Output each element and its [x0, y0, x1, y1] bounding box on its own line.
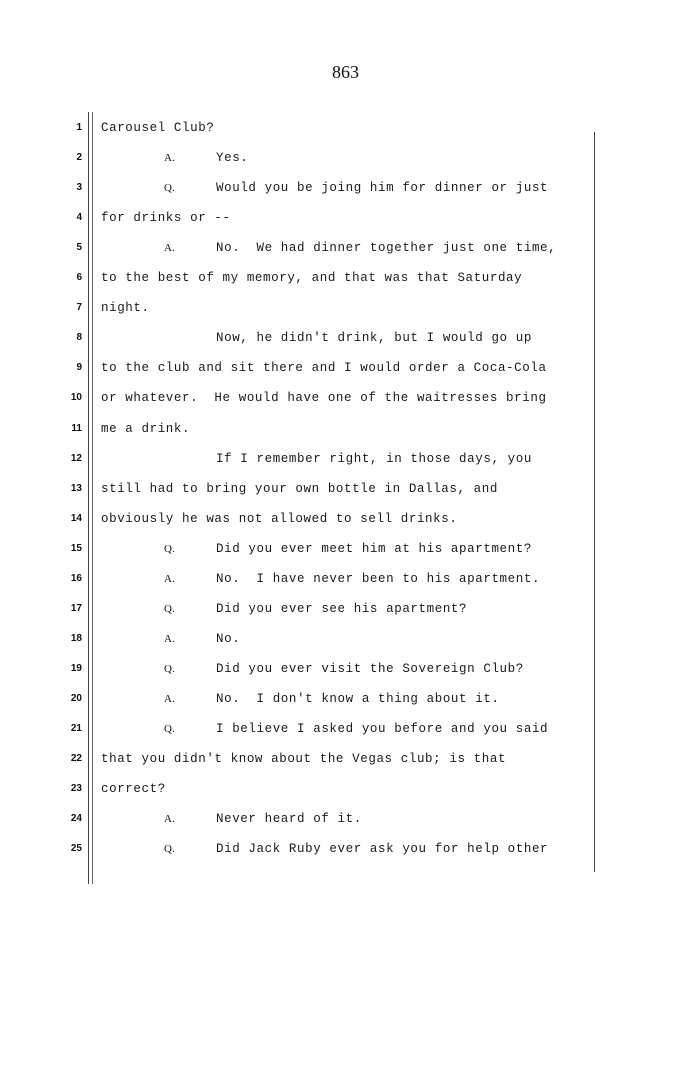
line-text: Did you ever see his apartment?: [216, 601, 468, 616]
line-text: No. I don't know a thing about it.: [216, 691, 500, 706]
speaker-label: A.: [164, 632, 175, 645]
line-number: 8: [76, 332, 82, 344]
transcript-line: [0, 298, 691, 318]
line-text: correct?: [101, 782, 166, 797]
line-number: 4: [76, 212, 82, 224]
line-number: 10: [70, 392, 82, 404]
transcript-line: [0, 118, 691, 138]
transcript-line: [0, 659, 691, 679]
line-text: Did you ever visit the Sovereign Club?: [216, 661, 524, 676]
transcript-line: [0, 629, 691, 649]
line-text: still had to bring your own bottle in Dallas, and: [101, 481, 498, 496]
transcript-line: [0, 358, 691, 378]
speaker-label: Q.: [164, 843, 175, 856]
transcript-line: [0, 509, 691, 529]
line-text: for drinks or --: [101, 211, 231, 226]
line-number: 5: [76, 242, 82, 254]
line-text: No.: [216, 631, 241, 646]
line-number: 2: [76, 152, 82, 164]
page-number: 863: [332, 62, 359, 82]
transcript-line: [0, 449, 691, 469]
line-text: to the club and sit there and I would order a Coca-Cola: [101, 361, 547, 376]
line-number: 21: [70, 723, 82, 734]
line-number: 6: [76, 272, 82, 284]
line-text: No. We had dinner together just one time,: [216, 241, 557, 256]
speaker-label: A.: [164, 572, 175, 585]
line-number: 14: [70, 512, 82, 524]
transcript-line: [0, 689, 691, 709]
speaker-label: A.: [164, 692, 175, 705]
transcript-line: [0, 809, 691, 829]
speaker-label: Q.: [164, 723, 175, 735]
transcript-line: [0, 178, 691, 198]
line-number: 9: [76, 362, 82, 374]
transcript-line: [0, 539, 691, 559]
transcript-line: [0, 238, 691, 258]
speaker-label: Q.: [164, 602, 175, 615]
transcript-line: [0, 419, 691, 439]
line-number: 18: [70, 632, 82, 644]
line-number: 25: [70, 843, 82, 855]
transcript-line: [0, 268, 691, 288]
line-text: me a drink.: [101, 421, 191, 436]
speaker-label: A.: [164, 242, 175, 255]
transcript-line: [0, 388, 691, 408]
line-text: Did Jack Ruby ever ask you for help other: [216, 842, 549, 857]
line-number: 20: [70, 692, 82, 704]
speaker-label: Q.: [164, 662, 175, 675]
line-number: 19: [70, 662, 82, 674]
transcript-line: [0, 719, 691, 739]
line-text: If I remember right, in those days, you: [216, 451, 532, 466]
transcript-line: [0, 569, 691, 589]
line-text: I believe I asked you before and you said: [216, 722, 549, 736]
speaker-label: Q.: [164, 182, 175, 195]
line-text: No. I have never been to his apartment.: [216, 571, 541, 586]
transcript-line: [0, 749, 691, 769]
line-number: 22: [70, 753, 82, 765]
line-number: 17: [70, 602, 82, 614]
line-text: or whatever. He would have one of the waitresses bring: [101, 391, 547, 406]
transcript-line: [0, 839, 691, 859]
line-text: to the best of my memory, and that was that Saturday: [101, 271, 523, 286]
line-text: obviously he was not allowed to sell drinks.: [101, 511, 458, 526]
line-number: 7: [76, 302, 82, 314]
line-number: 24: [70, 813, 82, 825]
transcript-line: [0, 208, 691, 228]
line-number: 16: [70, 572, 82, 584]
line-number: 1: [76, 122, 82, 133]
line-number: 3: [76, 182, 82, 194]
line-number: 12: [70, 452, 82, 464]
line-number: 11: [71, 422, 82, 434]
transcript-line: [0, 148, 691, 168]
transcript-line: [0, 479, 691, 499]
line-text: Yes.: [216, 151, 249, 166]
transcript-line: [0, 328, 691, 348]
line-text: Would you be joing him for dinner or just: [216, 181, 549, 196]
transcript-line: [0, 779, 691, 799]
line-text: Now, he didn't drink, but I would go up: [216, 331, 532, 346]
line-text: Never heard of it.: [216, 812, 362, 827]
line-text: Did you ever meet him at his apartment?: [216, 541, 532, 556]
line-number: 13: [70, 482, 82, 494]
line-text: night.: [101, 301, 150, 316]
line-text: Carousel Club?: [101, 121, 215, 135]
line-number: 23: [70, 783, 82, 795]
transcript-line: [0, 599, 691, 619]
speaker-label: Q.: [164, 542, 175, 555]
line-text: that you didn't know about the Vegas club; is that: [101, 752, 507, 767]
speaker-label: A.: [164, 813, 175, 826]
speaker-label: A.: [164, 152, 175, 165]
line-number: 15: [70, 542, 82, 554]
